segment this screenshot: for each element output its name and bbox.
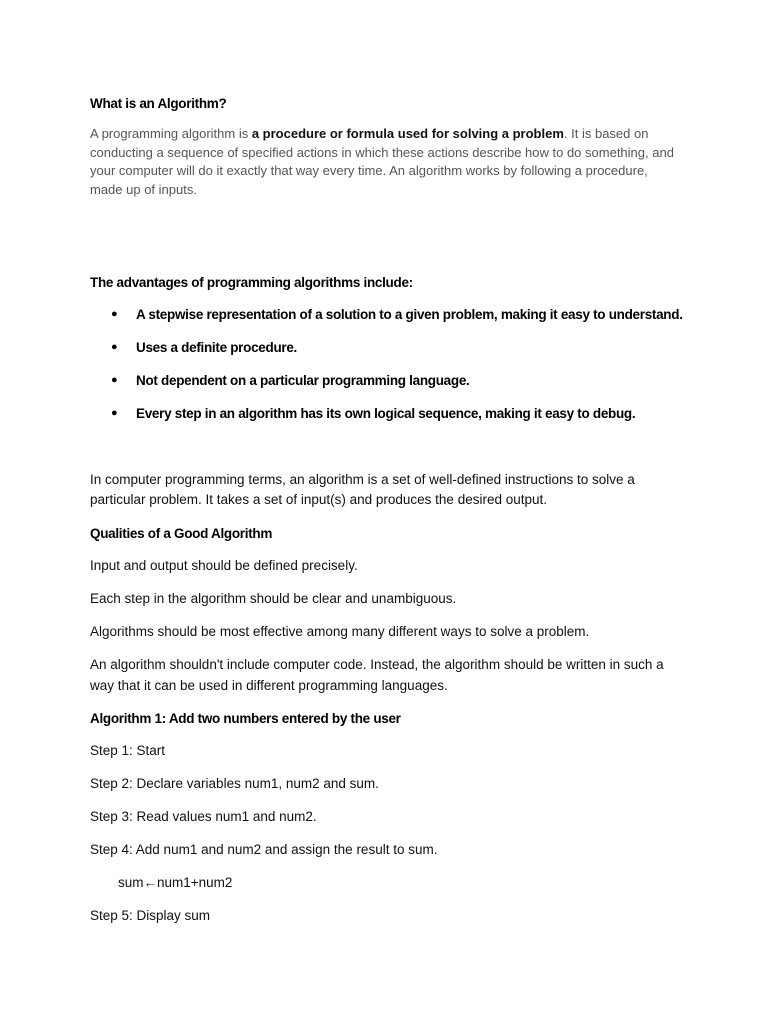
intro-text-rest: . It is based on conducting a sequence of specified actions in which these actions describe how to do something, and your computer will do it exactly that way every time. An algorithm works by following a procedure, made up of inputs. — [90, 126, 674, 197]
quality-item: Input and output should be defined precisely. — [90, 558, 358, 573]
quality-item: Algorithms should be most effective among many different ways to solve a problem. — [90, 624, 590, 639]
bullet-icon: ● — [111, 341, 118, 353]
advantage-item — [90, 371, 730, 404]
bullet-icon: ● — [111, 407, 118, 419]
step-5: Step 5: Display sum — [90, 908, 211, 923]
advantage-text: Not dependent on a particular programming language. — [136, 373, 470, 388]
heading-algorithm-1: Algorithm 1: Add two numbers entered by the user — [90, 711, 401, 726]
quality-item: An algorithm shouldn't include computer code. Instead, the algorithm should be written in such a way that it can be used in different programming languages. — [90, 657, 664, 693]
intro-paragraph — [90, 125, 675, 199]
advantages-list — [90, 305, 730, 437]
advantage-item — [90, 338, 730, 371]
bullet-icon: ● — [111, 308, 118, 320]
step-4: Step 4: Add num1 and num2 and assign the result to sum. — [90, 842, 438, 857]
step-2: Step 2: Declare variables num1, num2 and sum. — [90, 776, 379, 791]
advantage-text: A stepwise representation of a solution to a given problem, making it easy to understand. — [136, 307, 683, 322]
intro-text-start: A programming algorithm is — [90, 126, 252, 141]
advantage-item — [90, 404, 730, 437]
intro-bold-definition: a procedure or formula used for solving a problem — [251, 126, 564, 141]
advantage-text: Every step in an algorithm has its own logical sequence, making it easy to debug. — [136, 406, 636, 421]
step-3: Step 3: Read values num1 and num2. — [90, 809, 317, 824]
heading-advantages: The advantages of programming algorithms include: — [90, 275, 413, 290]
bullet-icon: ● — [111, 374, 118, 386]
heading-qualities: Qualities of a Good Algorithm — [90, 526, 273, 541]
advantage-item — [90, 305, 730, 338]
quality-item: Each step in the algorithm should be clear and unambiguous. — [90, 591, 457, 606]
sum-formula: sum←num1+num2 — [118, 875, 233, 890]
heading-what-is-algorithm: What is an Algorithm? — [90, 96, 227, 111]
advantage-text: Uses a definite procedure. — [136, 340, 298, 355]
step-1: Step 1: Start — [90, 743, 166, 758]
definition-paragraph: In computer programming terms, an algorithm is a set of well-defined instructions to solve a particular problem. It takes a set of input(s) and produces the desired output. — [90, 472, 635, 507]
